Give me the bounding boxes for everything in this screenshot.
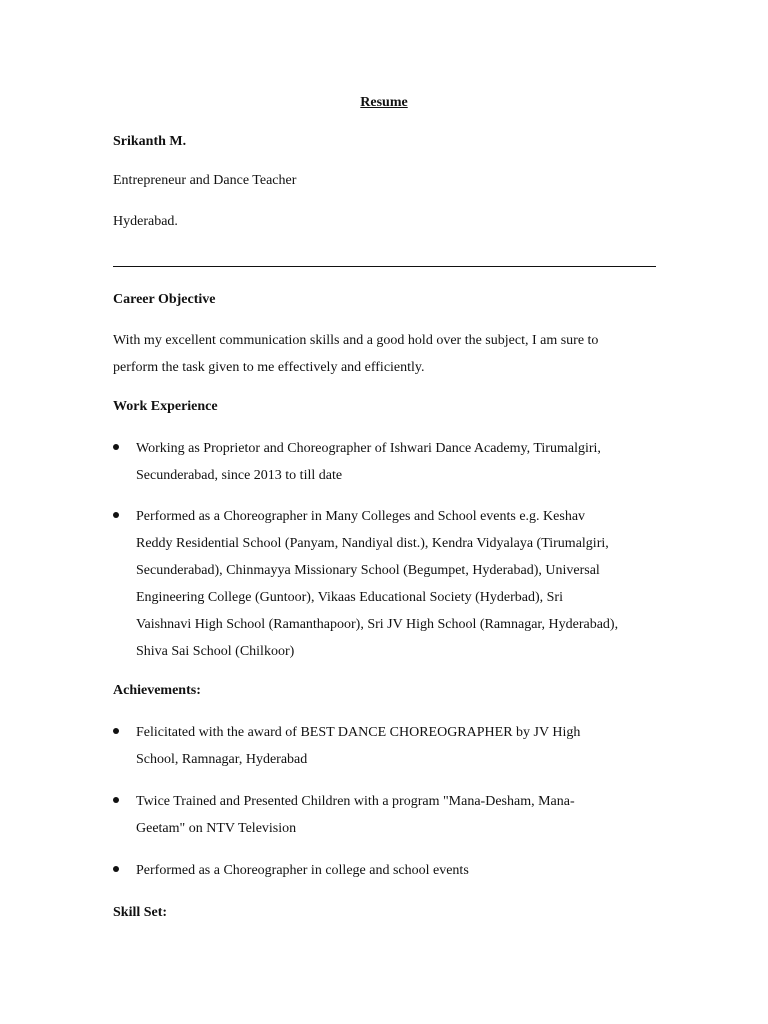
text-line: Reddy Residential School (Panyam, Nandiyal dist.), Kendra Vidyalaya (Tirumalgiri, bbox=[136, 536, 609, 551]
text-line: Felicitated with the award of BEST DANCE CHOREOGRAPHER by JV High bbox=[136, 725, 581, 740]
achievements-heading: Achievements: bbox=[113, 683, 201, 698]
text-line: Vaishnavi High School (Ramanthapoor), Sri JV High School (Ramnagar, Hyderabad), bbox=[136, 617, 619, 632]
bullet-icon bbox=[113, 866, 119, 872]
text-line: Secunderabad), Chinmayya Missionary School (Begumpet, Hyderabad), Universal bbox=[136, 563, 600, 578]
list-item-text bbox=[136, 503, 666, 665]
text-line: Performed as a Choreographer in Many Colleges and School events e.g. Keshav bbox=[136, 509, 586, 524]
list-item-text bbox=[136, 788, 666, 842]
career-objective-heading: Career Objective bbox=[113, 292, 216, 307]
bullet-icon bbox=[113, 512, 119, 518]
candidate-role: Entrepreneur and Dance Teacher bbox=[113, 173, 297, 188]
text-line: Performed as a Choreographer in college and school events bbox=[136, 863, 469, 878]
bullet-icon bbox=[113, 444, 119, 450]
text-line: Twice Trained and Presented Children with a program "Mana-Desham, Mana- bbox=[136, 794, 575, 809]
bullet-icon bbox=[113, 797, 119, 803]
bullet-icon bbox=[113, 728, 119, 734]
text-line: perform the task given to me effectively and efficiently. bbox=[113, 360, 425, 375]
candidate-location: Hyderabad. bbox=[113, 214, 178, 229]
text-line: Working as Proprietor and Choreographer of Ishwari Dance Academy, Tirumalgiri, bbox=[136, 441, 601, 456]
list-item-text bbox=[136, 719, 666, 773]
text-line: Geetam" on NTV Television bbox=[136, 821, 297, 836]
list-item-text bbox=[136, 435, 666, 489]
text-line: With my excellent communication skills and a good hold over the subject, I am sure to bbox=[113, 333, 599, 348]
list-item-text bbox=[136, 857, 666, 884]
skill-set-heading: Skill Set: bbox=[113, 905, 168, 920]
text-line: Shiva Sai School (Chilkoor) bbox=[136, 644, 295, 659]
document-title: Resume bbox=[360, 95, 408, 110]
career-objective-text bbox=[113, 327, 661, 381]
header-divider bbox=[113, 266, 656, 267]
work-experience-heading: Work Experience bbox=[113, 399, 218, 414]
candidate-name: Srikanth M. bbox=[113, 134, 187, 149]
text-line: Secunderabad, since 2013 to till date bbox=[136, 468, 343, 483]
text-line: School, Ramnagar, Hyderabad bbox=[136, 752, 308, 767]
text-line: Engineering College (Guntoor), Vikaas Educational Society (Hyderbad), Sri bbox=[136, 590, 563, 605]
